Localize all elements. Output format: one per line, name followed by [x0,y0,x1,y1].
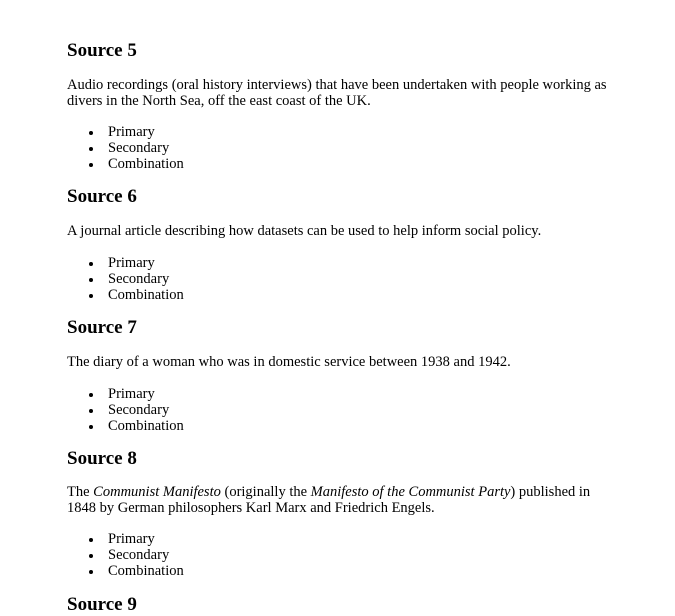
source-8-fulltitle-italic: Manifesto of the Communist Party [310,484,511,500]
option-primary: Primary [67,531,184,547]
source-8-text-3: ) published in 1848 by German philosophers Karl Marx and Friedrich Engels. [67,484,591,516]
option-secondary: Secondary [67,547,184,563]
source-6-section [67,186,627,303]
option-secondary: Secondary [67,271,184,287]
option-secondary: Secondary [67,140,184,156]
source-6-heading: Source 6 [67,186,137,207]
option-secondary: Secondary [67,402,184,418]
source-7-options [67,386,184,434]
source-8-options [67,531,184,579]
source-8-section [67,448,627,579]
option-combination: Combination [67,563,184,579]
option-primary: Primary [67,255,184,271]
source-8-heading: Source 8 [67,448,137,469]
source-7-heading: Source 7 [67,317,137,338]
source-5-options [67,124,184,172]
option-combination: Combination [67,156,184,172]
source-6-description-text: A journal article describing how datasets can be used to help inform social policy. [67,223,542,239]
source-5-description [67,77,612,109]
option-primary: Primary [67,386,184,402]
source-5-heading: Source 5 [67,40,137,61]
source-8-text-1: The [67,484,94,500]
source-5-description-text: Audio recordings (oral history interviews) that have been undertaken with people working as divers in the North Sea, off the east coast of the UK. [67,77,607,109]
source-7-description-text: The diary of a woman who was in domestic service between 1938 and 1942. [67,354,511,370]
source-7-description [67,354,612,370]
source-8-description [67,484,612,516]
source-6-description [67,223,612,239]
source-9-heading: Source 9 [67,594,137,615]
option-combination: Combination [67,287,184,303]
source-8-text-2: (originally the [220,484,311,500]
source-5-section [67,40,627,172]
source-6-options [67,255,184,303]
option-combination: Combination [67,418,184,434]
source-7-section [67,317,627,434]
option-primary: Primary [67,124,184,140]
source-8-title-italic: Communist Manifesto [93,484,221,500]
